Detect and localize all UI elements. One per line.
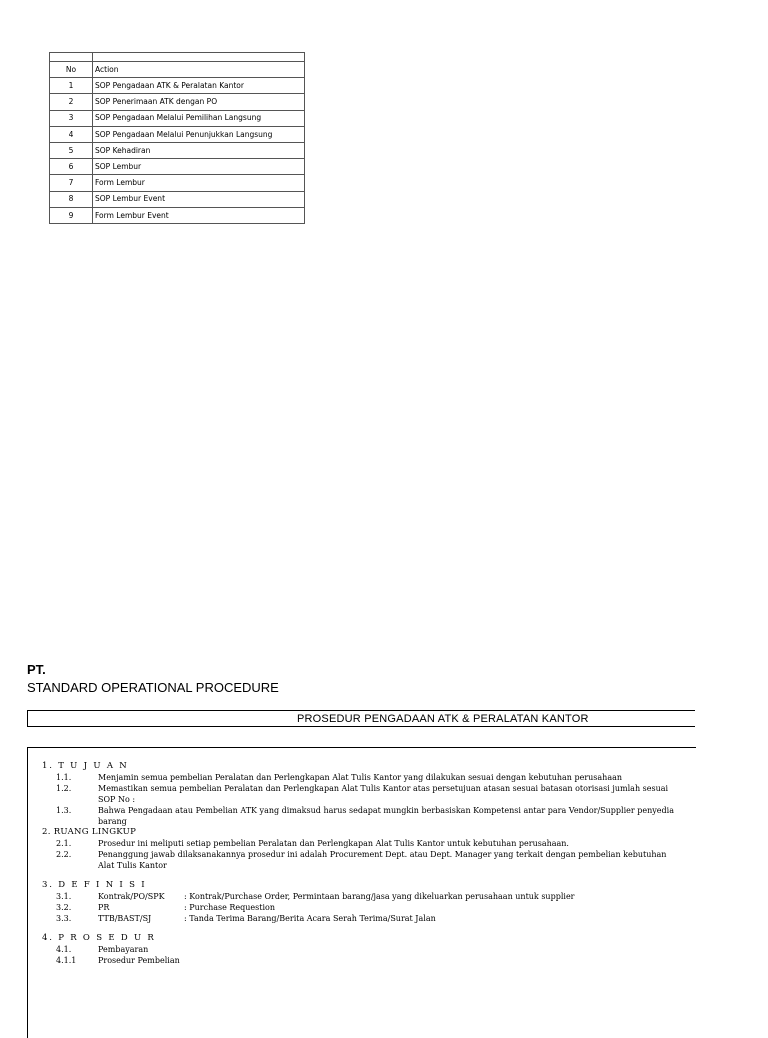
definition-term: PR [98,903,110,912]
row-action: SOP Penerimaan ATK dengan PO [93,94,305,110]
item-text: Pembayaran [98,945,149,954]
row-no: 2 [50,94,93,110]
table-row [50,175,305,191]
row-action: Form Lembur [93,175,305,191]
row-action: SOP Pengadaan Melalui Penunjukkan Langsung [93,126,305,142]
sop-index-table [49,52,305,224]
list-item [42,783,682,805]
table-row [50,94,305,110]
section-heading-tujuan: 1. T U J U A N [42,761,129,771]
table-row [50,191,305,207]
item-number: 1.3. [56,806,72,815]
item-number: 3.1. [56,892,72,901]
definition-term: Kontrak/PO/SPK [98,892,165,901]
table-row [50,142,305,158]
row-action: SOP Lembur Event [93,191,305,207]
definition-term: TTB/BAST/SJ [98,914,152,923]
row-action: SOP Kehadiran [93,142,305,158]
row-no: 1 [50,78,93,94]
definition-row [42,913,682,924]
row-action: Form Lembur Event [93,207,305,223]
definition-row [42,891,682,902]
item-text: Prosedur ini meliputi setiap pembelian Peralatan dan Perlengkapan Alat Tulis Kantor untuk kebutuhan perusahaan. [98,839,569,848]
list-item [42,955,682,966]
row-no: 7 [50,175,93,191]
item-number: 1.1. [56,773,72,782]
row-action: SOP Pengadaan Melalui Pemilihan Langsung [93,110,305,126]
table-row [50,126,305,142]
list-item [42,944,682,955]
row-no: 6 [50,159,93,175]
item-number: 3.2. [56,903,72,912]
table-header-row [50,62,305,78]
table-row [50,207,305,223]
row-no: 4 [50,126,93,142]
list-item [42,838,682,849]
item-text: Prosedur Pembelian [98,956,180,965]
row-action: SOP Pengadaan ATK & Peralatan Kantor [93,78,305,94]
row-no: 3 [50,110,93,126]
table-row [50,78,305,94]
item-text: Penanggung jawab dilaksanakannya prosedur ini adalah Procurement Dept. atau Dept. Manager yang terkait dengan pembelian kebutuhan Alat Tulis Kantor [98,850,667,870]
item-number: 2.1. [56,839,72,848]
item-text: Bahwa Pengadaan atau Pembelian ATK yang dimaksud harus sedapat mungkin berbasiskan Kompetensi antar para Vendor/Supplier penyedia barang [98,806,674,826]
definition-value: : Kontrak/Purchase Order, Permintaan barang/jasa yang dikeluarkan perusahaan untuk supplier [184,892,575,901]
item-number: 1.2. [56,784,72,793]
row-no: 5 [50,142,93,158]
item-text: Menjamin semua pembelian Peralatan dan Perlengkapan Alat Tulis Kantor yang dilakukan sesuai dengan kebutuhan perusahaan [98,773,623,782]
row-action: SOP Lembur [93,159,305,175]
list-item [42,772,682,783]
section-heading-definisi: 3. D E F I N I S I [42,880,147,890]
document-type: STANDARD OPERATIONAL PROCEDURE [27,680,279,695]
company-name: PT. [27,662,46,677]
list-item [42,805,682,827]
list-item [42,849,682,871]
section-heading-prosedur: 4. P R O S E D U R [42,933,156,943]
row-no: 8 [50,191,93,207]
item-number: 4.1. [56,945,72,954]
definition-value: : Purchase Requestion [184,903,275,912]
table-row [50,110,305,126]
row-no: 9 [50,207,93,223]
item-number: 2.2. [56,850,72,859]
item-number: 3.3. [56,914,72,923]
column-header-action: Action [93,62,305,78]
definition-value: : Tanda Terima Barang/Berita Acara Serah Terima/Surat Jalan [184,914,436,923]
item-number: 4.1.1 [56,956,77,965]
document-body [42,761,682,966]
procedure-title: PROSEDUR PENGADAAN ATK & PERALATAN KANTOR [297,713,589,725]
table-row [50,159,305,175]
section-heading-ruang-lingkup: 2. RUANG LINGKUP [42,827,137,837]
definition-row [42,902,682,913]
title-box [27,710,695,727]
table-blank-row [50,53,305,62]
item-text: Memastikan semua pembelian Peralatan dan Perlengkapan Alat Tulis Kantor atas persetujuan atasan sesuai batasan otorisasi jumlah sesuai SOP No : [98,784,669,804]
column-header-no: No [50,62,93,78]
